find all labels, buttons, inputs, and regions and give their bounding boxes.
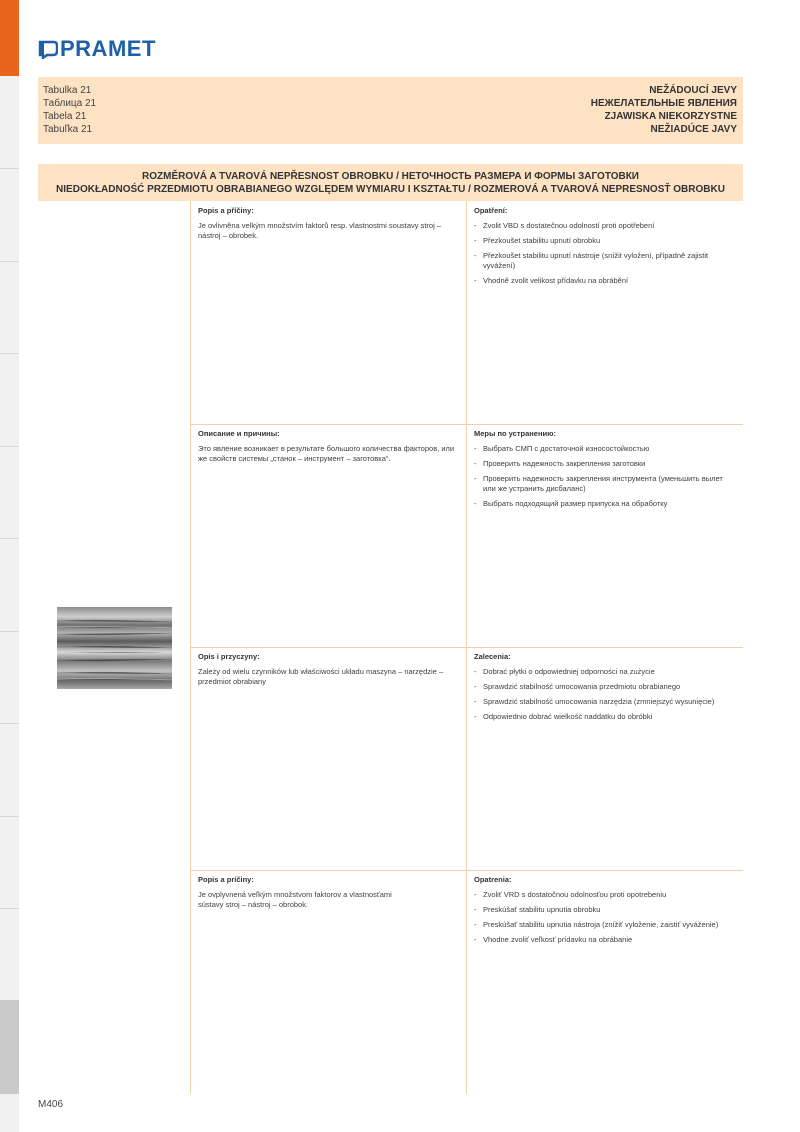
side-tab-divider <box>0 538 19 539</box>
description-cell-ru <box>198 429 460 464</box>
category-label: NEŽÁDOUCÍ JEVY <box>649 85 737 96</box>
description-cell-cs <box>198 206 460 241</box>
remedy-item: - Sprawdzić stabilność umocowania narzędzia (zmniejszyć wysunięcie) <box>474 697 736 707</box>
description-heading: Popis a příčiny: <box>198 206 254 215</box>
title-line-2: NIEDOKŁADNOŚĆ PRZEDMIOTU OBRABIANEGO WZGLĘDEM WYMIARU I KSZTAŁTU / ROZMEROVÁ A TVAROVÁ NEPRESNOSŤ OBROBKU <box>56 184 725 195</box>
remedies-list <box>474 667 736 722</box>
remedy-item: - Выбрать СМП с достаточной износостойкостью <box>474 444 736 454</box>
remedy-item: - Vhodne zvoliť veľkosť prídavku na obrábanie <box>474 935 736 945</box>
remedy-item: - Přezkoušet stabilitu upnutí obrobku <box>474 236 736 246</box>
remedies-cell-ru <box>474 429 736 514</box>
remedy-item: - Vhodně zvolit velikost přídavku na obrábění <box>474 276 736 286</box>
side-tab-divider <box>0 816 19 817</box>
description-text: Это явление возникает в результате большого количества факторов, или же свойств системы „станок – инструмент – заготовка“. <box>198 444 455 463</box>
table-labels <box>43 84 96 136</box>
grid-divider <box>190 870 743 871</box>
description-cell-pl <box>198 652 460 687</box>
remedy-item: - Preskúšať stabilitu upnutia nástroja (znížiť vyloženie, zaistiť vyváženie) <box>474 920 736 930</box>
remedy-item: - Выбрать подходящий размер припуска на обработку <box>474 499 736 509</box>
page-number: M406 <box>38 1099 64 1110</box>
remedy-item: - Проверить надежность закрепления заготовки <box>474 459 736 469</box>
remedy-item: - Sprawdzić stabilność umocowania przedmiotu obrabianego <box>474 682 736 692</box>
remedies-list <box>474 890 736 945</box>
side-tab-strip <box>0 0 19 1132</box>
grid-divider <box>190 424 743 425</box>
table-label: Tabela 21 <box>43 111 87 122</box>
remedy-item: - Přezkoušet stabilitu upnutí nástroje (snížit vyložení, případně zajistit vyvážení) <box>474 251 736 271</box>
grid-divider <box>190 647 743 648</box>
remedies-cell-cs <box>474 206 736 291</box>
remedies-heading: Opatření: <box>474 206 508 215</box>
remedies-list <box>474 221 736 286</box>
table-label: Таблица 21 <box>43 98 97 109</box>
pramet-logo-icon <box>38 39 58 59</box>
remedies-heading: Меры по устранению: <box>474 429 557 438</box>
side-tab-divider <box>0 353 19 354</box>
side-tab-divider <box>0 723 19 724</box>
side-tab-divider <box>0 908 19 909</box>
table-label: Tabuľka 21 <box>43 124 93 135</box>
side-tab-divider <box>0 168 19 169</box>
category-label: НЕЖЕЛАТЕЛЬНЫЕ ЯВЛЕНИЯ <box>590 98 737 109</box>
category-labels <box>591 84 737 136</box>
remedies-cell-sk <box>474 875 736 950</box>
remedy-item: - Preskúšať stabilitu upnutia obrobku <box>474 905 736 915</box>
title-line-1: ROZMĚROVÁ A TVAROVÁ NEPŘESNOST OBROBKU / НЕТОЧНОСТЬ РАЗМЕРА И ФОРМЫ ЗАГОТОВКИ <box>142 171 639 182</box>
workpiece-photo <box>57 607 172 689</box>
remedies-heading: Opatrenia: <box>474 875 512 884</box>
side-tab-gray <box>0 1000 19 1094</box>
remedy-item: - Dobrać płytki o odpowiedniej odporności na zużycie <box>474 667 736 677</box>
table-label: Tabulka 21 <box>43 85 92 96</box>
side-tab-divider <box>0 261 19 262</box>
side-tab-active <box>0 0 19 76</box>
title-band <box>38 164 743 201</box>
description-text: Zależy od wielu czynników lub właściwości układu maszyna – narzędzie – przedmiot obrabiany <box>198 667 444 686</box>
description-text: Je ovplyvnená veľkým množstvom faktorov a vlastnosťami sústavy stroj – nástroj – obrobok. <box>198 890 392 909</box>
category-label: NEŽIADÚCE JAVY <box>650 124 737 135</box>
description-heading: Описание и причины: <box>198 429 280 438</box>
remedies-cell-pl <box>474 652 736 727</box>
pramet-logo <box>38 37 156 61</box>
description-text: Je ovlivněna velkým množstvím faktorů resp. vlastnostmi soustavy stroj – nástroj – obrobek. <box>198 221 442 240</box>
side-tab-divider <box>0 631 19 632</box>
category-label: ZJAWISKA NIEKORZYSTNE <box>604 111 737 122</box>
side-tab-divider <box>0 446 19 447</box>
description-heading: Popis a príčiny: <box>198 875 254 884</box>
remedies-list <box>474 444 736 509</box>
remedy-item: - Zvoliť VRD s dostatočnou odolnosťou proti opotrebeniu <box>474 890 736 900</box>
remedies-heading: Zalecenia: <box>474 652 511 661</box>
description-heading: Opis i przyczyny: <box>198 652 260 661</box>
header-band <box>38 77 743 144</box>
remedy-item: - Odpowiednio dobrać wielkość naddatku do obróbki <box>474 712 736 722</box>
description-cell-sk <box>198 875 408 910</box>
logo-text: PRAMET <box>60 36 156 61</box>
remedy-item: - Проверить надежность закрепления инструмента (уменьшить вылет или же устранить дисбаланс) <box>474 474 736 494</box>
remedy-item: - Zvolit VBD s dostatečnou odolností proti opotřebení <box>474 221 736 231</box>
